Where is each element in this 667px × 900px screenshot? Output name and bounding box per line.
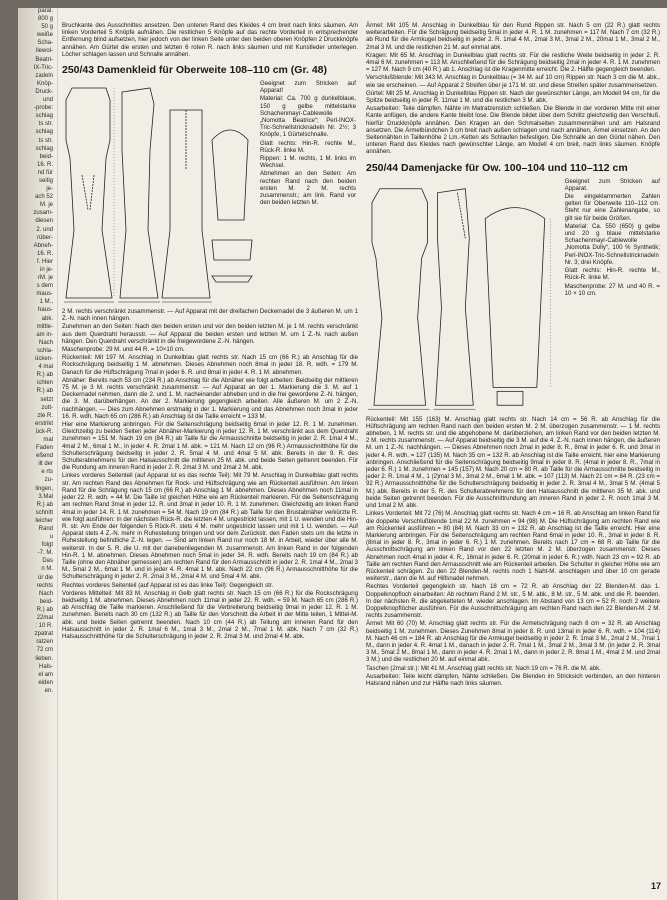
- gutter-line: lingen,: [35, 485, 53, 492]
- section-title-250-43: [62, 64, 358, 76]
- instruction-paragraph: Ausarbeiten: Teile dämpfen. Nähte im Matratzenstich schließen. Die Blende in der vorderen Mitte mit einer Kante anfügen, die andere Kante bleibt lose. Die Blende bildet über dem Schlitz gleichzeitig den Verschluß, hierfür Druckknöpfe annähen. Den Kragen an den Schmalseiten zusammennähen und am Halsrand ansetzen. Die Ärmelbündchen 3 cm breit nach außen schlagen und nach annähen, Ärmel einsetzen. An den Seitennähten in Taillenhöhe 2 Lm.-Ketten als Schlaufen befestigen. Die Schnalle an den Gürtel nähen. Den unteren Rand des Kleides nach gewünschter Länge, am Modell 4 cm breit, nach links säumen. Knöpfe annähen.: [366, 105, 660, 156]
- gutter-line: R.) ab: [36, 501, 53, 508]
- gutter-line: schnitt: [35, 509, 53, 516]
- gutter-line: 50 g: [41, 24, 53, 31]
- material-line: Geeignet zum Stricken auf Apparat!: [260, 80, 356, 95]
- gutter-line: Das: [42, 558, 53, 565]
- instruction-paragraph: Ärmel: Mit 60 (70) M. Anschlag glatt rechts str. Für die Armelschrägung nach 8 cm = 32 R. ab Anschlag beidseitig 1 M. zunehmen. Dieses Zunehmen 8mal in jeder 8. R. und 13mal in jeder 6. R. wdh. = 104 (114) M. Nach 46 cm = 184 R. ab Anschlag für die Armkugel beidseitig in jeder 2. R. 1mal 3 M., 2mal 2 M., 7mal 1 M., dann in jeder 4. R. 4mal 1 M., danach in jeder 2. R. 7mal 1 M., 3mal 2 M., 3mal 3 M. (in jeder 2. R. 3mal 3 M., 5mal 2 M., 8mal 1 M., dann in jeder 4. R. 2mal 1 M., dann in jeder 2. R. 8mal 1 M., 4mal 2 M. und 2mal 3 M.) und die restlichen 20 M. auf einmal abk.: [366, 620, 660, 664]
- gutter-line: lieben.: [35, 655, 53, 662]
- gutter-line: llewol-: [35, 48, 53, 55]
- gutter-line: ts str.: [38, 137, 53, 144]
- gutter-line: R.) ab: [36, 606, 53, 613]
- gutter-line: R.) ab: [36, 372, 53, 379]
- gutter-line: erstrikt: [35, 420, 53, 427]
- gutter-line: Nach: [38, 339, 53, 346]
- material-line: Abnehmen an den Seiten: Am rechten Rand nach den beiden ersten M. 2 M. rechts zusammenstr.; am link. Rand vor den beiden letzten M.: [260, 170, 356, 207]
- gutter-line: schla-: [36, 347, 53, 354]
- jacket-pattern-schematic: [366, 178, 561, 413]
- gutter-line: haus-: [37, 307, 53, 314]
- instruction-paragraph: Linkes vorderes Seitenteil (auf Apparat ist es das rechte Teil): Mit 79 M. Anschlag in Dunkelblau glatt rechts str. Am rechten Rand des Abnehmen für Rock- und Hüftschrägung wie am Rückenteil ausführen. Am linken Rand für die Schrägung nach 15 cm (66 R.) ab Anschlag 1 M. abnehmen. Dieses Abnehmen noch 11mal in jeder 22. R. wdh. = 44 M. Die Taille ist gleichen Höhe wie am Rückenteil markieren. Für die Seitenschrägung am rechten Rand 3mal in jeder 12. R. und 3mal in jeder 10. R. 1 M. zunehmen. Gleichzeitig am linken Rand 4mal in jeder 14. R. 1 M. zunehmen = 54 M. Nach 19 cm (84 R.) ab Taille für den Brustabnäher verkürzte R. wie folgt ausführen: In der nächsten Rück-R. die letzten 4 M. ungestrickt lassen, mit 1 U. wenden und die Hin-R. str. Am Ende der folgenden 5 Rück-R. stets 4 M. mehr ungestrickt lassen und mit 1 U. wenden. — Auf Apparat stets 4 Z.-N. mehr in Ruhestellung bringen und vor dem Zurückstr. den Faden stets um die letzte in Ruhestellung befindliche Z.-N. legen. — Sind am linken Rand nur noch 18 M. in Arbeit, wieder über alle M. weiterstr. In der 5. R. die U. mit der danebenliegenden M. zusammenstr. Am linken Rand in der folgenden Hin-R. 1 M. abnehmen. Dieses Abnehmen noch 5mal in jeder 34. R. wdh. Bereits nach 19 cm (84 R.) ab Taille (ohne den Abnäher gemessen) am rechten Rand für den Armausschnitt in jeder 2. R. 1mal 4 M., 2mal 3 M., 5mal 2 M., 6mal 1 M. und in jeder 4. R. 4mal 1 M. abk. Nach 22 cm (96 R.) Armausschnitthöhe für die Schulterschrägung in jeder 2. R. 2mal 3 M., 2mal 4 M. und 5mal 4 M. abk.: [62, 472, 358, 581]
- gutter-line: je-: [46, 186, 53, 193]
- material-line: Die eingeklammerten Zahlen gelten für Oberweite 110–112 cm. Steht nur eine Zahlenangabe, so gilt sie für beide Größen.: [564, 193, 660, 222]
- gutter-line: ür die: [37, 574, 53, 581]
- gutter-line: ück-R.: [35, 428, 53, 435]
- gutter-line: paral.: [37, 8, 53, 14]
- material-line: Rippen: 1 M. rechts, 1 M. links im Wechsel.: [260, 155, 356, 170]
- gutter-line: ichten: [36, 380, 53, 387]
- gutter-line: zadeln: [35, 72, 53, 79]
- gutter-line: zutt-: [41, 404, 53, 411]
- gutter-line: abk.: [41, 315, 53, 322]
- gutter-line: -probe:: [33, 105, 53, 112]
- gutter-line: ach 52: [34, 194, 53, 201]
- gutter-line: M. je: [39, 202, 53, 209]
- pattern-title: Damenkleid für Oberweite 108–110 cm (Gr. 48): [97, 64, 327, 77]
- gutter-line: : 10 R.: [35, 623, 53, 630]
- gutter-line: leicher: [35, 517, 53, 524]
- instruction-paragraph: Ausarbeiten: Teile leicht dämpfen, Nähte schließen. Die Blenden im Stricksich verbinden, an den hinteren Halsrand nähen und zur Hälfte nach links säumen.: [366, 672, 660, 687]
- gutter-line: ilt der: [38, 461, 53, 468]
- gutter-line: en.: [44, 687, 53, 694]
- gutter-line: 16. R.: [36, 250, 53, 257]
- gutter-line: eßend: [35, 453, 53, 460]
- gutter-line: R.) ab: [36, 388, 53, 395]
- gutter-line: ratzen: [36, 639, 53, 646]
- gutter-line: 2. und: [36, 226, 53, 233]
- gutter-line: rM. je: [38, 275, 53, 282]
- instruction-paragraph: Gürtel: Mit 25 M. Anschlag in Dunkelblau Rippen str. Nach der gewünschter Länge, am Modell 94 cm, für die Spitze beidseitig in jeder R. 11mal 1 M. und die restlichen 3 M. abk.: [366, 89, 660, 105]
- gutter-line: ts str.: [38, 121, 53, 128]
- instruction-paragraph: Hier eine Markierung anbringen. Für die Seitenschrägung beidseitig 6mal in jeder 12. R. 1 M. zunehmen. Gleichzeitig zu beiden Seiten jeder Abnäher-Markierung in jeder 12. R. 1 M. verschränkt aus dem Querdraht zunehmen = 151 M. Nach 19 cm (84 R.) ab Taille für die Armausschnitte beidseitig in jeder 2. R. 1mal 4 M., 4mal 2 M., 6mal 1 M., in jeder 4. R. 2mal 1 M. abk. = 121 M. Nach 12 cm (96 R.) Armausschnitthöhe für die Schulterschrägung beidseitig in jeder 2. R. 5mal 4 M. und 4mal 5 M. abk. Bereits in der 9. R. des Schulterabnehmens für den Halsausschnitt die mittleren 25 M. abk. und beide Seiten getrennt beenden. Für die Rundung am inneren Rand in jeder 2. R. 2mal 3 M. und 2mal 2 M. abk.: [62, 421, 358, 472]
- gutter-line: diesen: [35, 218, 53, 225]
- gutter-line: in je-: [39, 267, 53, 273]
- gutter-line: 4 mal: [38, 364, 53, 371]
- gutter-line: eiden: [38, 679, 53, 686]
- gutter-line: Beatri-: [35, 56, 53, 63]
- gutter-line: beid-: [39, 598, 53, 605]
- instruction-paragraph: Rechtes vorderes Seitenteil (auf Apparat ist es das linke Teil): Gegengleich str.: [62, 581, 274, 589]
- gutter-line: 16. R.: [36, 161, 53, 168]
- gutter-line: Scha-: [37, 40, 53, 47]
- dress-finishing-instructions: [366, 22, 660, 156]
- gutter-line: Druck-: [35, 88, 53, 95]
- gutter-line: Nach: [38, 590, 53, 597]
- gutter-line: weiße: [36, 32, 53, 39]
- gutter-line: 22mal: [36, 615, 53, 622]
- gutter-line: s dem: [36, 283, 53, 290]
- gutter-line: Hals-: [38, 663, 53, 670]
- instruction-paragraph: 2 M. rechts verschränkt zusammenstr. — Auf Apparat mit der dreifachen Deckernadel die 3 äußeren M. um 1 Z.-N. nach innen hängen.: [62, 308, 358, 323]
- instruction-paragraph: Abnäher: Bereits nach 53 cm (234 R.) ab Anschlag für die Abnäher wie folgt arbeiten: Beidseitig der mittleren 75 M. je 3 M. rechts verschränkt zusammenstr. — Auf Apparat an der 1. Markierung die 3. M. auf 1 Deckernadel nehmen, dann die 2. und 1. M. nacheinander abheben und in die frei gewordene Z.-N. hängen, die 3. M. darüberhängen. An der 2. Markierung gegengleich arbeiten. Alle äußeren M. um 2 Z.-N. nachhängen. — Dies zum Abnehmen erstmalig in der 1. Markierung und das Abnehmen noch 3mal in jeder 16. R. wdh. Nach 65 cm (286 R.) ab Anschlag ist die Taille erreicht = 133 M.: [62, 376, 358, 420]
- right-column: [366, 22, 660, 688]
- gutter-line: schlag: [35, 145, 53, 152]
- gutter-line: Faden: [35, 445, 53, 452]
- gutter-line: -7. M.: [37, 550, 53, 557]
- gutter-line: 800 g: [37, 16, 53, 23]
- instruction-paragraph: Maschenprobe: 29 M. und 44 R. = 10×10 cm.: [62, 346, 185, 354]
- jacket-instructions: [366, 416, 660, 688]
- gutter-line: rechts: [36, 582, 53, 589]
- gutter-line: rüber-: [36, 234, 53, 241]
- instruction-paragraph: Vorderes Mittelteil: Mit 83 M. Anschlag in Gelb glatt rechts str. Nach 15 cm (66 R.) für die Rockschrägung beidseitig 1 M. abnehmen. Dieses Abnehmen noch 11mal in jeder 22. R. wdh. = 59 M. Nach 65 cm (286 R.) ab Anschlag die Taille markieren. Anschließend für die Verbreiterung beidseitig 9mal in jeder 12. R. 1 M. zunehmen. Bereits nach 30 cm (132 R.) ab Taille für den Vorschnitt die Arbeit in der Mitte teilen, 1 Mittel-M. abk. und beide Seiten getrennt beenden. Nach 10 cm (44 R.) ab Teilung am inneren Rand für den Halsausschnitt in jeder 2. R. 1mal 6 M., 1mal 3 M., 2mal 2 M., 7mal 1 M. abk. Nach 7 cm (32 R.) Halsausschnitthöhe für die Schulterschrägung in jeder 2. R. 2mal 3 M. und 2mal 4 M. abk.: [62, 589, 358, 640]
- dress-pattern-schematic: [62, 80, 256, 305]
- material-line: Geeignet zum Stricken auf Apparat.: [564, 177, 660, 192]
- material-line: Glatt rechts: Hin-R. rechte M., Rück-R. linke M.: [564, 267, 660, 282]
- jacket-materials-box: [565, 178, 660, 413]
- page-number: 17: [650, 880, 661, 891]
- gutter-line: setzt: [40, 396, 53, 403]
- gutter-line: maus-: [36, 291, 53, 298]
- dress-instructions: [62, 308, 358, 640]
- instruction-paragraph: Zunehmen an den Seiten: Nach den beiden ersten und vor den beiden letzten M. je 1 M. rechts verschränkt aus dem Querdraht herausstr. — Auf Apparat die beiden ersten und letzten M. um 1 Z.-N. nach außen hängen. Den Querdraht verschränkt in die freigewordene Z.-N. hängen.: [62, 323, 358, 345]
- gutter-line: nd für: [37, 169, 53, 176]
- instruction-paragraph: Rückenteil: Mit 155 (163) M. Anschlag glatt rechts str. Nach 14 cm = 56 R. ab Anschlag für die Hüftschrägung am rechten Rand nach den beiden ersten M. 2 M. überzogen zusammenstr. — 1 M. rechts abheben, 1 M. rechts str. und die abgehobene M. darüberziehen, am linken Rand vor den beiden letzten M. 2 M. rechts zusammenstr. — Auf Apparat beidseitig die 3 M. auf die 4. Z.-N. nach innen hängen, die äußeren M. um 1 Z.-N. nachhängen. — Dieses Abnehmen noch 2mal in jeder 8. R., 8mal in jeder 6. R. und 3mal in jeder 4. R. wdh. = 127 (135) M. Nach 35 cm = 132 R. ab Anschlag ist die Taille erreicht, hier eine Markierung anbringen. Anschließend für die Seitenschrägung beidseitig 9mal in jeder 8. R. (4mal in jeder 8. R., 7mal in jeder 6. R.) 1 M. zunehmen = 145 (157) M. Nach 20 cm = 80 R. ab Taille für die Armausschnitte beidseitig in jeder 2. R. 1mal 4 M., 1 (2)mal 3 M., 3mal 2 M., 6mal 1 M. abk. = 107 (113) M. Nach 21 cm = 84 R. (23 cm = 92 R.) Armausschnitthöhe für die Schulterschrägung beidseitig in jeder 2. R. 3mal 4 M., 3mal 5 M. (4mal 5 M.) abk. Bereits in der 5. R. des Schulterabnehmens für den Halsausschnitt die mittleren 35 M. abk. und beide Seiten getrennt beenden. Für die Ausschnittrundung am inneren Rand in jeder 2. R. noch 1mal 3 M. und 1mal 2 M. abk.: [366, 415, 660, 510]
- instruction-paragraph: Linkes Vorderteil: Mit 72 (76) M. Anschlag glatt rechts str. Nach 4 cm = 16 R. ab Anschlag am linken Rand für die doppelte Verschlußblende 1mal 22 M. zunehmen = 94 (98) M. Die Hüftschrägung am rechten Rand wie am Rückenteil ausführen = 80 (84) M. Nach 33 cm = 132 R. ab Anschlag ist die Taille erreicht. Hier eine Markierung anbringen. Für die Seitenschrägung am rechten Rand 6mal in jeder 10. R., 3mal in jeder 8. R. (8mal in jeder 8. R., 3mal in jeder 6. R.) 1 M. zunehmen. Bereits nach 17 cm = 68 R. ab Taille für die Ausschnittschrägung am linken Rand vor den 22 letzten M. 2 M. überzogen zusammenstr. Dieses Abnehmen noch 4mal in jeder 4. R., 16mal in jeder 6. R. (20mal in jeder 6. R.) wdh. Nach 23 cm = 92 R. ab Taille am rechten Rand den Armausschnitt wie am Rückenteil arbeiten. Die Schulter in gleicher Höhe wie am Rückenteil schrägen. Zu den 22 Blenden-M. rechts noch 1 Naht-M. anschlagen und über 10 cm gerade weiterstr., dann die M. auf Hilfsnadel nehmen.: [366, 510, 660, 583]
- section-title-250-44: [366, 162, 660, 174]
- instruction-paragraph: Ärmel: Mit 105 M. Anschlag in Dunkelblau für den Rund Rippen str. Nach 5 cm (22 R.) glatt rechts weiterarbeiten. Für die Schrägung beidseitig 5mal in jeder 4. R. 1 M. zunehmen = 117 M. Nach 7 cm (32 R.) ab Rund für die Armkugel beidseitig in jeder 2. R. 1mal 4 M., 2mal 3 M., 3mal 2 M., 20mal 1 M., 3mal 2 M., 2mal 3 M. und die restlichen 21 M. auf einmal abk.: [366, 22, 660, 51]
- gutter-line: am in-: [36, 331, 53, 338]
- magazine-page: [18, 8, 667, 900]
- pattern-number-2: 250/44: [366, 161, 399, 174]
- instruction-paragraph: Kragen: Mit 65 M. Anschlag in Dunkelblau glatt rechts str. Für die restliche Weite beidseitig in jeder 2. R. 4mal 6 M. zunehmen = 113 M. Anschließend für die Schrägung beidseitig 2mal in jeder 4. R. 1 M. zunehmen = 127 M. Nach 9 cm (40 R.) ab 1. Anschlag ist die Kragenmitte erreicht. Die 2. Hälfte gegengleich beenden.: [366, 51, 660, 74]
- pattern-number: 250/43: [62, 64, 95, 77]
- gutter-line: beid-: [39, 153, 53, 160]
- intro-paragraph: Bruchkante des Ausschnittes ansetzen. Den unteren Rand des Kleides 4 cm breit nach links säumen. Am linken Vorderteil 5 Knöpfe aufnähen. Die restlichen 5 Knöpfe auf das rechte Vorderteil in entsprechender Entfernung blind aufsetzen, hier jedoch von der linken Seite unter den beiden oberen Knöpfen 2 Druckknöpfe annähen. Am Gürtel die ersten und letzten 6 roten R. nach links säumen und mit Kunstleder unterlegen. Löcher schlagen lassen und Schnalle annähen.: [62, 22, 358, 58]
- material-line: Glatt rechts: Hin-R. rechte M., Rück-R. linke M.: [260, 139, 356, 154]
- gutter-line: zte R.: [37, 412, 53, 419]
- material-line: Material: Ca. 550 (650) g gelbe und 20 g blaue mittelstarke Schachenmayr-Cablewolle „Nomotta Dolly“, 100 % Synthetik; Perl-INOX-Tric-Schnellstricknadeln Nr. 3; drei Knöpfe.: [564, 222, 660, 266]
- gutter-line: und: [42, 97, 53, 104]
- gutter-line: e rts: [41, 469, 53, 476]
- gutter-line: 3.Mal: [38, 493, 53, 500]
- material-line: Maschenprobe: 27 M. und 40 R. = 10 × 10 cm.: [564, 282, 660, 297]
- gutter-line: zu-: [44, 477, 53, 484]
- left-column: [62, 22, 358, 641]
- gutter-line: f. Hier: [36, 258, 53, 265]
- dress-materials-box: [260, 80, 356, 305]
- left-gutter-text: [18, 8, 58, 900]
- instruction-paragraph: Rückenteil: Mit 197 M. Anschlag in Dunkelblau glatt rechts str. Nach 15 cm (66 R.) ab Anschlag für die Rockschrägung beidseitig 1 M. abnehmen. Dieses Abnehmen noch 8mal in jeder 18. R. wdh. = 179 M. Danach für die Hüftschrägung 7mal in jeder 6. R. und 8mal in jeder 4. R. 1 M. abnehmen.: [62, 354, 358, 376]
- gutter-line: Rand: [38, 526, 53, 532]
- gutter-line: folgt: [41, 542, 53, 549]
- gutter-line: mittle-: [36, 323, 53, 330]
- gutter-line: n M.: [41, 566, 53, 573]
- gutter-line: zusam-: [33, 210, 53, 217]
- material-line: Material: Ca. 700 g dunkelblaue, 150 g gelbe mittelstarke Schachenmayr-Cablewolle „Nomotta Beatrice“; Perl-INOX-Tric-Schnellstricknadeln Nr. 2½; 3 Knöpfe, 1 Gürtelschnalle.: [260, 95, 356, 139]
- instruction-paragraph: Rechtes Vorderteil gegengleich str. Nach 18 cm = 72 R. ab Anschlag der 22 Blenden-M. das 1. Doppelknopfloch einarbeiten: Ab rechtem Rand 2 M. str., 5 M. abk., 8 M. str., 5 M. abk. und die R. beenden. In der nächsten R. die abgeketteten M. wieder anschlagen. Im Abstand von 13 cm = 52 R. noch 2 weitere Doppelknopflöcher ausführen. Für die Ausschnittschrägung am rechten Rand nach den 22 Blenden-M. 2 M. rechts zusammenstr.: [366, 583, 660, 620]
- gutter-line: 1 M.,: [39, 299, 53, 306]
- gutter-line: u: [49, 534, 53, 541]
- gutter-line: mal: [43, 436, 53, 443]
- gutter-line: schlag: [35, 113, 53, 120]
- pattern-title-2: Damenjacke für Ow. 100–104 und 110–112 cm: [401, 161, 628, 174]
- gutter-line: seitig: [38, 177, 53, 184]
- gutter-line: zpatrat: [34, 631, 53, 638]
- gutter-line: Abneh-: [33, 242, 53, 249]
- gutter-line: ücken-: [34, 356, 53, 363]
- gutter-line: 72 cm: [36, 647, 53, 654]
- instruction-paragraph: Taschen (2mal str.): Mit 41 M. Anschlag glatt rechts str. Nach 19 cm = 76 R. die M. abk.: [366, 664, 601, 672]
- gutter-line: el am: [38, 671, 53, 678]
- gutter-line: schlag: [35, 129, 53, 136]
- instruction-paragraph: Verschlußblende: Mit 343 M. Anschlag in Dunkelblau (= 34 M. auf 10 cm) Rippen str. Nach 3 cm die M. abk., wie sie erscheinen. — Auf Apparat 2 Streifen über je 171 M. str. und diese Streifen später zusammensetzen.: [366, 74, 660, 89]
- gutter-line: IX-Tric-: [33, 64, 53, 71]
- gutter-line: Knöp-: [36, 80, 53, 87]
